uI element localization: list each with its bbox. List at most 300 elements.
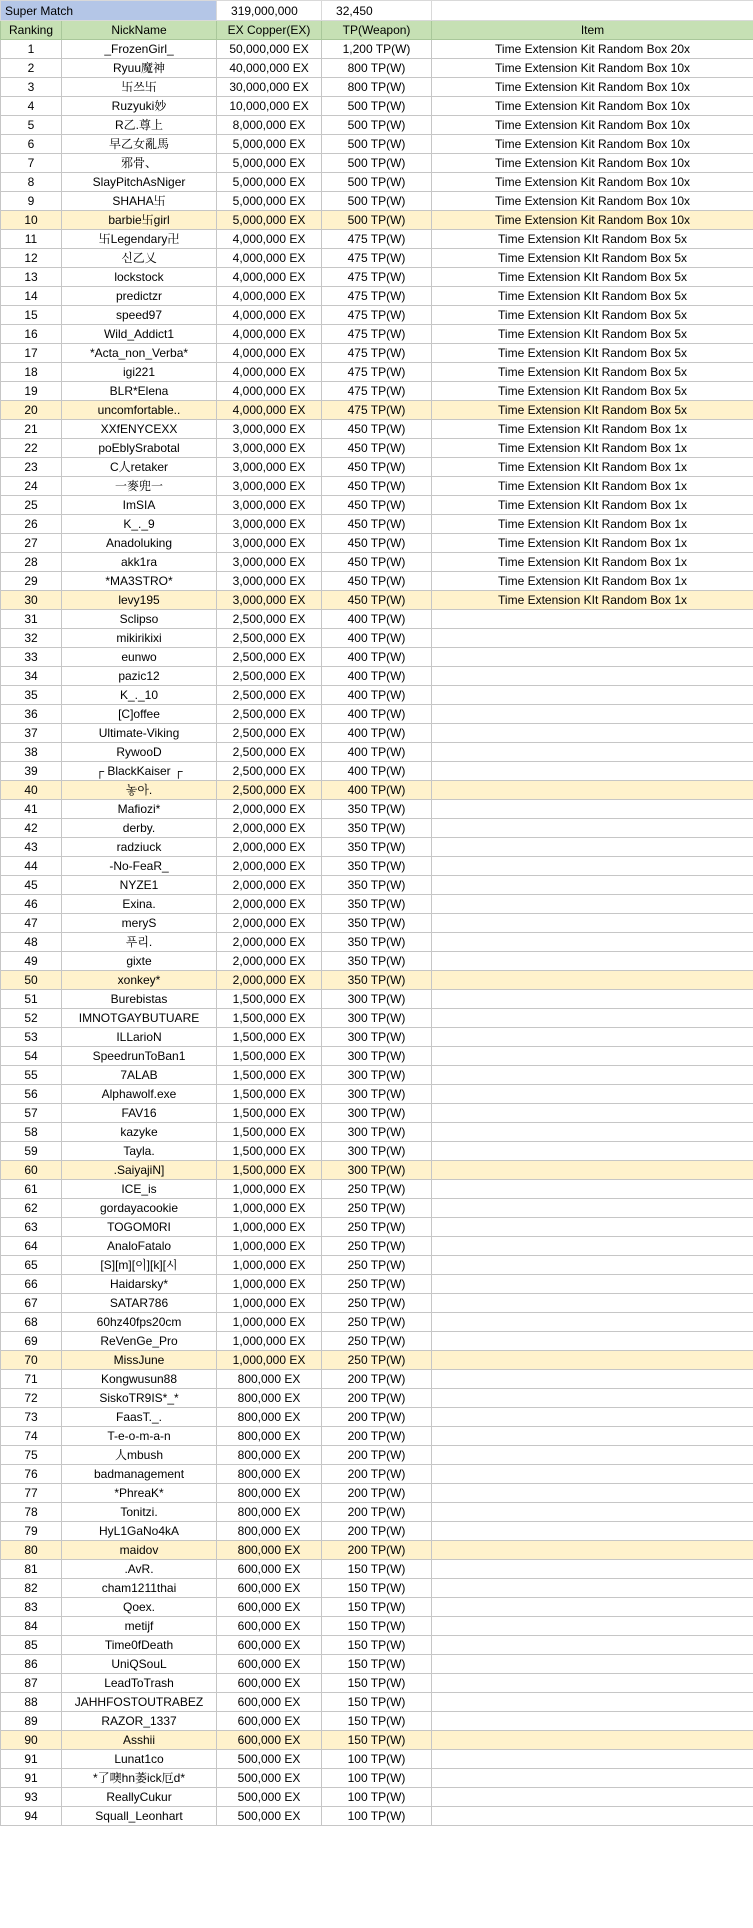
cell-nickname[interactable]: Tonitzi. — [62, 1503, 217, 1522]
cell-ranking[interactable]: 69 — [1, 1332, 62, 1351]
cell-tp-weapon[interactable]: 100 TP(W) — [322, 1807, 432, 1826]
cell-item[interactable] — [432, 819, 753, 838]
cell-ranking[interactable]: 5 — [1, 116, 62, 135]
cell-item[interactable] — [432, 1256, 753, 1275]
cell-nickname[interactable]: SATAR786 — [62, 1294, 217, 1313]
cell-ex-copper[interactable]: 5,000,000 EX — [217, 173, 322, 192]
cell-item[interactable] — [432, 952, 753, 971]
cell-ranking[interactable]: 7 — [1, 154, 62, 173]
cell-ranking[interactable]: 20 — [1, 401, 62, 420]
cell-nickname[interactable]: poEblySrabotal — [62, 439, 217, 458]
cell-ex-copper[interactable]: 2,500,000 EX — [217, 610, 322, 629]
cell-ex-copper[interactable]: 4,000,000 EX — [217, 287, 322, 306]
cell-nickname[interactable]: cham1211thai — [62, 1579, 217, 1598]
header-tp-weapon[interactable]: TP(Weapon) — [322, 21, 432, 40]
cell-ranking[interactable]: 61 — [1, 1180, 62, 1199]
cell-tp-weapon[interactable]: 450 TP(W) — [322, 496, 432, 515]
cell-ex-copper[interactable]: 500,000 EX — [217, 1750, 322, 1769]
cell-nickname[interactable]: -No-FeaR_ — [62, 857, 217, 876]
cell-ex-copper[interactable]: 3,000,000 EX — [217, 515, 322, 534]
cell-nickname[interactable]: *MA3STRO* — [62, 572, 217, 591]
cell-ranking[interactable]: 73 — [1, 1408, 62, 1427]
cell-ranking[interactable]: 44 — [1, 857, 62, 876]
cell-ex-copper[interactable]: 600,000 EX — [217, 1598, 322, 1617]
cell-nickname[interactable]: pazic12 — [62, 667, 217, 686]
cell-nickname[interactable]: ILLarioN — [62, 1028, 217, 1047]
cell-item[interactable] — [432, 1427, 753, 1446]
cell-ranking[interactable]: 59 — [1, 1142, 62, 1161]
cell-item[interactable] — [432, 1541, 753, 1560]
cell-item[interactable] — [432, 1180, 753, 1199]
cell-tp-weapon[interactable]: 400 TP(W) — [322, 762, 432, 781]
cell-ex-copper[interactable]: 1,500,000 EX — [217, 1009, 322, 1028]
cell-item[interactable] — [432, 1142, 753, 1161]
cell-tp-weapon[interactable]: 100 TP(W) — [322, 1750, 432, 1769]
cell-nickname[interactable]: _FrozenGirl_ — [62, 40, 217, 59]
cell-ex-copper[interactable]: 2,000,000 EX — [217, 819, 322, 838]
cell-nickname[interactable]: K_._9 — [62, 515, 217, 534]
cell-ex-copper[interactable]: 600,000 EX — [217, 1579, 322, 1598]
cell-item[interactable]: Time Extension KIt Random Box 5x — [432, 363, 753, 382]
cell-ex-copper[interactable]: 40,000,000 EX — [217, 59, 322, 78]
cell-tp-weapon[interactable]: 200 TP(W) — [322, 1427, 432, 1446]
cell-nickname[interactable]: 卐Legendary卍 — [62, 230, 217, 249]
cell-ex-copper[interactable]: 800,000 EX — [217, 1389, 322, 1408]
cell-tp-weapon[interactable]: 250 TP(W) — [322, 1313, 432, 1332]
cell-ranking[interactable]: 14 — [1, 287, 62, 306]
cell-nickname[interactable]: speed97 — [62, 306, 217, 325]
cell-item[interactable]: Time Extension Kit Random Box 10x — [432, 116, 753, 135]
cell-nickname[interactable]: AnaloFatalo — [62, 1237, 217, 1256]
cell-ex-copper[interactable]: 600,000 EX — [217, 1712, 322, 1731]
cell-ranking[interactable]: 67 — [1, 1294, 62, 1313]
cell-ex-copper[interactable]: 2,500,000 EX — [217, 667, 322, 686]
cell-ranking[interactable]: 45 — [1, 876, 62, 895]
cell-nickname[interactable]: FAV16 — [62, 1104, 217, 1123]
cell-nickname[interactable]: Haidarsky* — [62, 1275, 217, 1294]
cell-ranking[interactable]: 35 — [1, 686, 62, 705]
cell-tp-weapon[interactable]: 300 TP(W) — [322, 1066, 432, 1085]
cell-ex-copper[interactable]: 4,000,000 EX — [217, 382, 322, 401]
cell-item[interactable]: Time Extension KIt Random Box 5x — [432, 230, 753, 249]
cell-tp-weapon[interactable]: 500 TP(W) — [322, 173, 432, 192]
cell-item[interactable] — [432, 1598, 753, 1617]
cell-ex-copper[interactable]: 2,000,000 EX — [217, 800, 322, 819]
cell-ranking[interactable]: 49 — [1, 952, 62, 971]
cell-ranking[interactable]: 91 — [1, 1750, 62, 1769]
cell-item[interactable] — [432, 971, 753, 990]
cell-nickname[interactable]: gordayacookie — [62, 1199, 217, 1218]
cell-ex-copper[interactable]: 2,000,000 EX — [217, 971, 322, 990]
cell-item[interactable] — [432, 762, 753, 781]
cell-nickname[interactable]: K_._10 — [62, 686, 217, 705]
cell-nickname[interactable]: BLR*Elena — [62, 382, 217, 401]
cell-item[interactable]: Time Extension Kit Random Box 10x — [432, 154, 753, 173]
cell-ranking[interactable]: 34 — [1, 667, 62, 686]
cell-ex-copper[interactable]: 2,500,000 EX — [217, 762, 322, 781]
cell-ranking[interactable]: 28 — [1, 553, 62, 572]
cell-tp-weapon[interactable]: 500 TP(W) — [322, 192, 432, 211]
cell-nickname[interactable]: kazyke — [62, 1123, 217, 1142]
cell-nickname[interactable]: Ryuu魔神 — [62, 59, 217, 78]
cell-ex-copper[interactable]: 2,500,000 EX — [217, 724, 322, 743]
cell-item[interactable] — [432, 686, 753, 705]
cell-item[interactable]: Time Extension KIt Random Box 5x — [432, 249, 753, 268]
cell-ranking[interactable]: 27 — [1, 534, 62, 553]
cell-tp-weapon[interactable]: 475 TP(W) — [322, 382, 432, 401]
cell-tp-weapon[interactable]: 200 TP(W) — [322, 1503, 432, 1522]
cell-nickname[interactable]: R乙.尊上 — [62, 116, 217, 135]
cell-nickname[interactable]: xonkey* — [62, 971, 217, 990]
cell-item[interactable] — [432, 876, 753, 895]
cell-ex-copper[interactable]: 10,000,000 EX — [217, 97, 322, 116]
cell-ranking[interactable]: 89 — [1, 1712, 62, 1731]
cell-ex-copper[interactable]: 800,000 EX — [217, 1427, 322, 1446]
cell-tp-weapon[interactable]: 475 TP(W) — [322, 249, 432, 268]
cell-tp-weapon[interactable]: 300 TP(W) — [322, 1028, 432, 1047]
cell-tp-weapon[interactable]: 150 TP(W) — [322, 1693, 432, 1712]
cell-tp-weapon[interactable]: 800 TP(W) — [322, 78, 432, 97]
cell-tp-weapon[interactable]: 150 TP(W) — [322, 1598, 432, 1617]
cell-ex-copper[interactable]: 2,500,000 EX — [217, 648, 322, 667]
cell-nickname[interactable]: predictzr — [62, 287, 217, 306]
cell-nickname[interactable]: 푸리. — [62, 933, 217, 952]
cell-nickname[interactable]: HyL1GaNo4kA — [62, 1522, 217, 1541]
cell-nickname[interactable]: Wild_Addict1 — [62, 325, 217, 344]
cell-ranking[interactable]: 74 — [1, 1427, 62, 1446]
cell-nickname[interactable]: Ruzyuki妙 — [62, 97, 217, 116]
cell-item[interactable]: Time Extension KIt Random Box 5x — [432, 268, 753, 287]
cell-item[interactable] — [432, 1446, 753, 1465]
cell-ex-copper[interactable]: 600,000 EX — [217, 1636, 322, 1655]
cell-item[interactable]: Time Extension Kit Random Box 10x — [432, 97, 753, 116]
cell-ranking[interactable]: 70 — [1, 1351, 62, 1370]
cell-item[interactable]: Time Extension KIt Random Box 1x — [432, 458, 753, 477]
cell-item[interactable]: Time Extension KIt Random Box 5x — [432, 344, 753, 363]
cell-tp-weapon[interactable]: 400 TP(W) — [322, 648, 432, 667]
cell-ranking[interactable]: 62 — [1, 1199, 62, 1218]
cell-ranking[interactable]: 37 — [1, 724, 62, 743]
cell-ex-copper[interactable]: 5,000,000 EX — [217, 135, 322, 154]
cell-ranking[interactable]: 93 — [1, 1788, 62, 1807]
cell-nickname[interactable]: meryS — [62, 914, 217, 933]
cell-item[interactable] — [432, 1731, 753, 1750]
cell-item[interactable] — [432, 838, 753, 857]
cell-ex-copper[interactable]: 3,000,000 EX — [217, 591, 322, 610]
cell-tp-weapon[interactable]: 300 TP(W) — [322, 1047, 432, 1066]
cell-item[interactable] — [432, 1313, 753, 1332]
cell-nickname[interactable]: 卐쓰卐 — [62, 78, 217, 97]
cell-nickname[interactable]: metijf — [62, 1617, 217, 1636]
cell-tp-weapon[interactable]: 350 TP(W) — [322, 952, 432, 971]
cell-ranking[interactable]: 63 — [1, 1218, 62, 1237]
cell-ranking[interactable]: 72 — [1, 1389, 62, 1408]
cell-ranking[interactable]: 82 — [1, 1579, 62, 1598]
cell-ranking[interactable]: 54 — [1, 1047, 62, 1066]
cell-ex-copper[interactable]: 1,500,000 EX — [217, 1123, 322, 1142]
cell-nickname[interactable]: T-e-o-m-a-n — [62, 1427, 217, 1446]
cell-ranking[interactable]: 36 — [1, 705, 62, 724]
cell-item[interactable] — [432, 1807, 753, 1826]
cell-ex-copper[interactable]: 1,000,000 EX — [217, 1313, 322, 1332]
cell-nickname[interactable]: Tayla. — [62, 1142, 217, 1161]
cell-ranking[interactable]: 18 — [1, 363, 62, 382]
cell-nickname[interactable]: SpeedrunToBan1 — [62, 1047, 217, 1066]
cell-ex-copper[interactable]: 1,000,000 EX — [217, 1237, 322, 1256]
cell-nickname[interactable]: ICE_is — [62, 1180, 217, 1199]
cell-ex-copper[interactable]: 800,000 EX — [217, 1370, 322, 1389]
cell-ranking[interactable]: 29 — [1, 572, 62, 591]
cell-tp-weapon[interactable]: 350 TP(W) — [322, 819, 432, 838]
cell-tp-weapon[interactable]: 300 TP(W) — [322, 990, 432, 1009]
cell-item[interactable] — [432, 1769, 753, 1788]
cell-nickname[interactable]: JAHHFOSTOUTRABEZ — [62, 1693, 217, 1712]
cell-tp-weapon[interactable]: 475 TP(W) — [322, 268, 432, 287]
cell-nickname[interactable]: mikirikixi — [62, 629, 217, 648]
cell-nickname[interactable]: ReallyCukur — [62, 1788, 217, 1807]
cell-nickname[interactable]: igi221 — [62, 363, 217, 382]
cell-item[interactable] — [432, 1655, 753, 1674]
cell-item[interactable] — [432, 1104, 753, 1123]
cell-tp-weapon[interactable]: 300 TP(W) — [322, 1161, 432, 1180]
cell-item[interactable] — [432, 1522, 753, 1541]
cell-tp-weapon[interactable]: 300 TP(W) — [322, 1142, 432, 1161]
header-ranking[interactable]: Ranking — [1, 21, 62, 40]
cell-ex-copper[interactable]: 2,500,000 EX — [217, 629, 322, 648]
cell-ranking[interactable]: 68 — [1, 1313, 62, 1332]
cell-nickname[interactable]: RywooD — [62, 743, 217, 762]
cell-ex-copper[interactable]: 4,000,000 EX — [217, 306, 322, 325]
header-nickname[interactable]: NickName — [62, 21, 217, 40]
cell-ex-copper[interactable]: 2,000,000 EX — [217, 838, 322, 857]
cell-nickname[interactable]: UniQSouL — [62, 1655, 217, 1674]
cell-nickname[interactable]: maidov — [62, 1541, 217, 1560]
cell-tp-weapon[interactable]: 250 TP(W) — [322, 1275, 432, 1294]
cell-tp-weapon[interactable]: 450 TP(W) — [322, 439, 432, 458]
cell-nickname[interactable]: C人retaker — [62, 458, 217, 477]
cell-tp-weapon[interactable]: 300 TP(W) — [322, 1085, 432, 1104]
cell-ranking[interactable]: 4 — [1, 97, 62, 116]
cell-tp-weapon[interactable]: 450 TP(W) — [322, 515, 432, 534]
cell-ranking[interactable]: 85 — [1, 1636, 62, 1655]
cell-ranking[interactable]: 87 — [1, 1674, 62, 1693]
cell-item[interactable] — [432, 1351, 753, 1370]
cell-ex-copper[interactable]: 1,000,000 EX — [217, 1332, 322, 1351]
cell-item[interactable] — [432, 1465, 753, 1484]
cell-item[interactable] — [432, 1047, 753, 1066]
cell-tp-weapon[interactable]: 300 TP(W) — [322, 1104, 432, 1123]
cell-item[interactable]: Time Extension KIt Random Box 1x — [432, 420, 753, 439]
cell-ex-copper[interactable]: 5,000,000 EX — [217, 192, 322, 211]
cell-item[interactable]: Time Extension KIt Random Box 5x — [432, 325, 753, 344]
cell-ex-copper[interactable]: 500,000 EX — [217, 1769, 322, 1788]
cell-nickname[interactable]: Anadoluking — [62, 534, 217, 553]
cell-tp-weapon[interactable]: 475 TP(W) — [322, 325, 432, 344]
cell-tp-weapon[interactable]: 400 TP(W) — [322, 667, 432, 686]
cell-ranking[interactable]: 26 — [1, 515, 62, 534]
cell-nickname[interactable]: FaasT._. — [62, 1408, 217, 1427]
cell-ranking[interactable]: 53 — [1, 1028, 62, 1047]
cell-item[interactable] — [432, 1674, 753, 1693]
cell-ranking[interactable]: 51 — [1, 990, 62, 1009]
cell-tp-weapon[interactable]: 400 TP(W) — [322, 724, 432, 743]
cell-ex-copper[interactable]: 3,000,000 EX — [217, 439, 322, 458]
cell-tp-weapon[interactable]: 150 TP(W) — [322, 1712, 432, 1731]
cell-item[interactable] — [432, 1560, 753, 1579]
summary-empty-cell[interactable] — [432, 1, 753, 21]
cell-ex-copper[interactable]: 4,000,000 EX — [217, 325, 322, 344]
cell-tp-weapon[interactable]: 250 TP(W) — [322, 1180, 432, 1199]
cell-item[interactable] — [432, 1484, 753, 1503]
cell-ranking[interactable]: 8 — [1, 173, 62, 192]
cell-ranking[interactable]: 64 — [1, 1237, 62, 1256]
cell-ex-copper[interactable]: 5,000,000 EX — [217, 211, 322, 230]
cell-nickname[interactable]: *了噢hn萎ick厄d* — [62, 1769, 217, 1788]
total-tp[interactable]: 32,450 — [322, 1, 432, 21]
cell-nickname[interactable]: Lunat1co — [62, 1750, 217, 1769]
cell-ex-copper[interactable]: 3,000,000 EX — [217, 420, 322, 439]
cell-tp-weapon[interactable]: 150 TP(W) — [322, 1731, 432, 1750]
cell-item[interactable] — [432, 629, 753, 648]
cell-tp-weapon[interactable]: 500 TP(W) — [322, 154, 432, 173]
cell-item[interactable] — [432, 1370, 753, 1389]
cell-ex-copper[interactable]: 1,500,000 EX — [217, 990, 322, 1009]
cell-tp-weapon[interactable]: 350 TP(W) — [322, 800, 432, 819]
cell-ex-copper[interactable]: 800,000 EX — [217, 1446, 322, 1465]
cell-tp-weapon[interactable]: 450 TP(W) — [322, 534, 432, 553]
cell-tp-weapon[interactable]: 350 TP(W) — [322, 971, 432, 990]
cell-ex-copper[interactable]: 2,000,000 EX — [217, 933, 322, 952]
cell-tp-weapon[interactable]: 300 TP(W) — [322, 1123, 432, 1142]
total-ex[interactable]: 319,000,000 — [217, 1, 322, 21]
cell-tp-weapon[interactable]: 200 TP(W) — [322, 1484, 432, 1503]
cell-item[interactable]: Time Extension KIt Random Box 1x — [432, 477, 753, 496]
cell-ranking[interactable]: 56 — [1, 1085, 62, 1104]
cell-item[interactable]: Time Extension Kit Random Box 10x — [432, 211, 753, 230]
cell-ranking[interactable]: 81 — [1, 1560, 62, 1579]
cell-nickname[interactable]: MissJune — [62, 1351, 217, 1370]
cell-item[interactable] — [432, 1218, 753, 1237]
cell-item[interactable]: Time Extension KIt Random Box 1x — [432, 553, 753, 572]
cell-item[interactable]: Time Extension Kit Random Box 10x — [432, 78, 753, 97]
cell-ranking[interactable]: 11 — [1, 230, 62, 249]
cell-tp-weapon[interactable]: 475 TP(W) — [322, 401, 432, 420]
cell-nickname[interactable]: akk1ra — [62, 553, 217, 572]
cell-item[interactable]: Time Extension KIt Random Box 1x — [432, 591, 753, 610]
cell-ex-copper[interactable]: 1,000,000 EX — [217, 1351, 322, 1370]
cell-nickname[interactable]: SHAHA卐 — [62, 192, 217, 211]
cell-nickname[interactable]: *Acta_non_Verba* — [62, 344, 217, 363]
cell-nickname[interactable]: gixte — [62, 952, 217, 971]
cell-ex-copper[interactable]: 800,000 EX — [217, 1522, 322, 1541]
cell-ranking[interactable]: 65 — [1, 1256, 62, 1275]
cell-item[interactable]: Time Extension KIt Random Box 1x — [432, 534, 753, 553]
cell-item[interactable] — [432, 1066, 753, 1085]
cell-ex-copper[interactable]: 2,000,000 EX — [217, 952, 322, 971]
cell-nickname[interactable]: IMNOTGAYBUTUARE — [62, 1009, 217, 1028]
cell-nickname[interactable]: Time0fDeath — [62, 1636, 217, 1655]
cell-ex-copper[interactable]: 2,000,000 EX — [217, 895, 322, 914]
cell-ranking[interactable]: 60 — [1, 1161, 62, 1180]
cell-ex-copper[interactable]: 1,500,000 EX — [217, 1028, 322, 1047]
cell-item[interactable] — [432, 1237, 753, 1256]
cell-tp-weapon[interactable]: 200 TP(W) — [322, 1408, 432, 1427]
cell-item[interactable]: Time Extension KIt Random Box 1x — [432, 572, 753, 591]
cell-tp-weapon[interactable]: 400 TP(W) — [322, 781, 432, 800]
cell-nickname[interactable]: 60hz40fps20cm — [62, 1313, 217, 1332]
cell-nickname[interactable]: ┌ BlackKaiser ┌ — [62, 762, 217, 781]
cell-nickname[interactable]: [S][m][이][k][시 — [62, 1256, 217, 1275]
cell-tp-weapon[interactable]: 450 TP(W) — [322, 572, 432, 591]
cell-nickname[interactable]: badmanagement — [62, 1465, 217, 1484]
cell-ranking[interactable]: 13 — [1, 268, 62, 287]
cell-nickname[interactable]: levy195 — [62, 591, 217, 610]
cell-item[interactable] — [432, 914, 753, 933]
cell-tp-weapon[interactable]: 150 TP(W) — [322, 1655, 432, 1674]
cell-ranking[interactable]: 55 — [1, 1066, 62, 1085]
cell-tp-weapon[interactable]: 400 TP(W) — [322, 610, 432, 629]
cell-ranking[interactable]: 91 — [1, 1769, 62, 1788]
cell-item[interactable]: Time Extension KIt Random Box 5x — [432, 382, 753, 401]
cell-nickname[interactable]: Sclipso — [62, 610, 217, 629]
cell-item[interactable]: Time Extension Kit Random Box 20x — [432, 40, 753, 59]
cell-nickname[interactable]: 놓아. — [62, 781, 217, 800]
cell-item[interactable] — [432, 1161, 753, 1180]
cell-tp-weapon[interactable]: 200 TP(W) — [322, 1446, 432, 1465]
cell-tp-weapon[interactable]: 150 TP(W) — [322, 1579, 432, 1598]
cell-tp-weapon[interactable]: 500 TP(W) — [322, 116, 432, 135]
cell-ex-copper[interactable]: 1,500,000 EX — [217, 1104, 322, 1123]
cell-ranking[interactable]: 33 — [1, 648, 62, 667]
cell-ranking[interactable]: 90 — [1, 1731, 62, 1750]
cell-item[interactable] — [432, 724, 753, 743]
cell-ranking[interactable]: 47 — [1, 914, 62, 933]
cell-nickname[interactable]: ReVenGe_Pro — [62, 1332, 217, 1351]
cell-ranking[interactable]: 21 — [1, 420, 62, 439]
cell-ex-copper[interactable]: 2,500,000 EX — [217, 781, 322, 800]
cell-ranking[interactable]: 50 — [1, 971, 62, 990]
cell-nickname[interactable]: lockstock — [62, 268, 217, 287]
cell-tp-weapon[interactable]: 250 TP(W) — [322, 1294, 432, 1313]
cell-tp-weapon[interactable]: 200 TP(W) — [322, 1465, 432, 1484]
cell-ranking[interactable]: 17 — [1, 344, 62, 363]
cell-item[interactable]: Time Extension KIt Random Box 5x — [432, 287, 753, 306]
cell-item[interactable] — [432, 1788, 753, 1807]
cell-ranking[interactable]: 30 — [1, 591, 62, 610]
cell-nickname[interactable]: barbie卐girl — [62, 211, 217, 230]
cell-tp-weapon[interactable]: 150 TP(W) — [322, 1560, 432, 1579]
cell-nickname[interactable]: .SaiyajiN] — [62, 1161, 217, 1180]
cell-item[interactable] — [432, 1693, 753, 1712]
cell-tp-weapon[interactable]: 300 TP(W) — [322, 1009, 432, 1028]
cell-item[interactable] — [432, 667, 753, 686]
cell-tp-weapon[interactable]: 350 TP(W) — [322, 838, 432, 857]
cell-item[interactable] — [432, 933, 753, 952]
cell-ex-copper[interactable]: 3,000,000 EX — [217, 458, 322, 477]
cell-ex-copper[interactable]: 500,000 EX — [217, 1788, 322, 1807]
cell-ex-copper[interactable]: 50,000,000 EX — [217, 40, 322, 59]
cell-tp-weapon[interactable]: 475 TP(W) — [322, 344, 432, 363]
cell-ex-copper[interactable]: 1,000,000 EX — [217, 1180, 322, 1199]
cell-ranking[interactable]: 3 — [1, 78, 62, 97]
cell-tp-weapon[interactable]: 800 TP(W) — [322, 59, 432, 78]
cell-tp-weapon[interactable]: 250 TP(W) — [322, 1199, 432, 1218]
cell-item[interactable]: Time Extension KIt Random Box 1x — [432, 496, 753, 515]
cell-nickname[interactable]: SiskoTR9IS*_* — [62, 1389, 217, 1408]
cell-ranking[interactable]: 83 — [1, 1598, 62, 1617]
cell-tp-weapon[interactable]: 475 TP(W) — [322, 287, 432, 306]
cell-nickname[interactable]: radziuck — [62, 838, 217, 857]
